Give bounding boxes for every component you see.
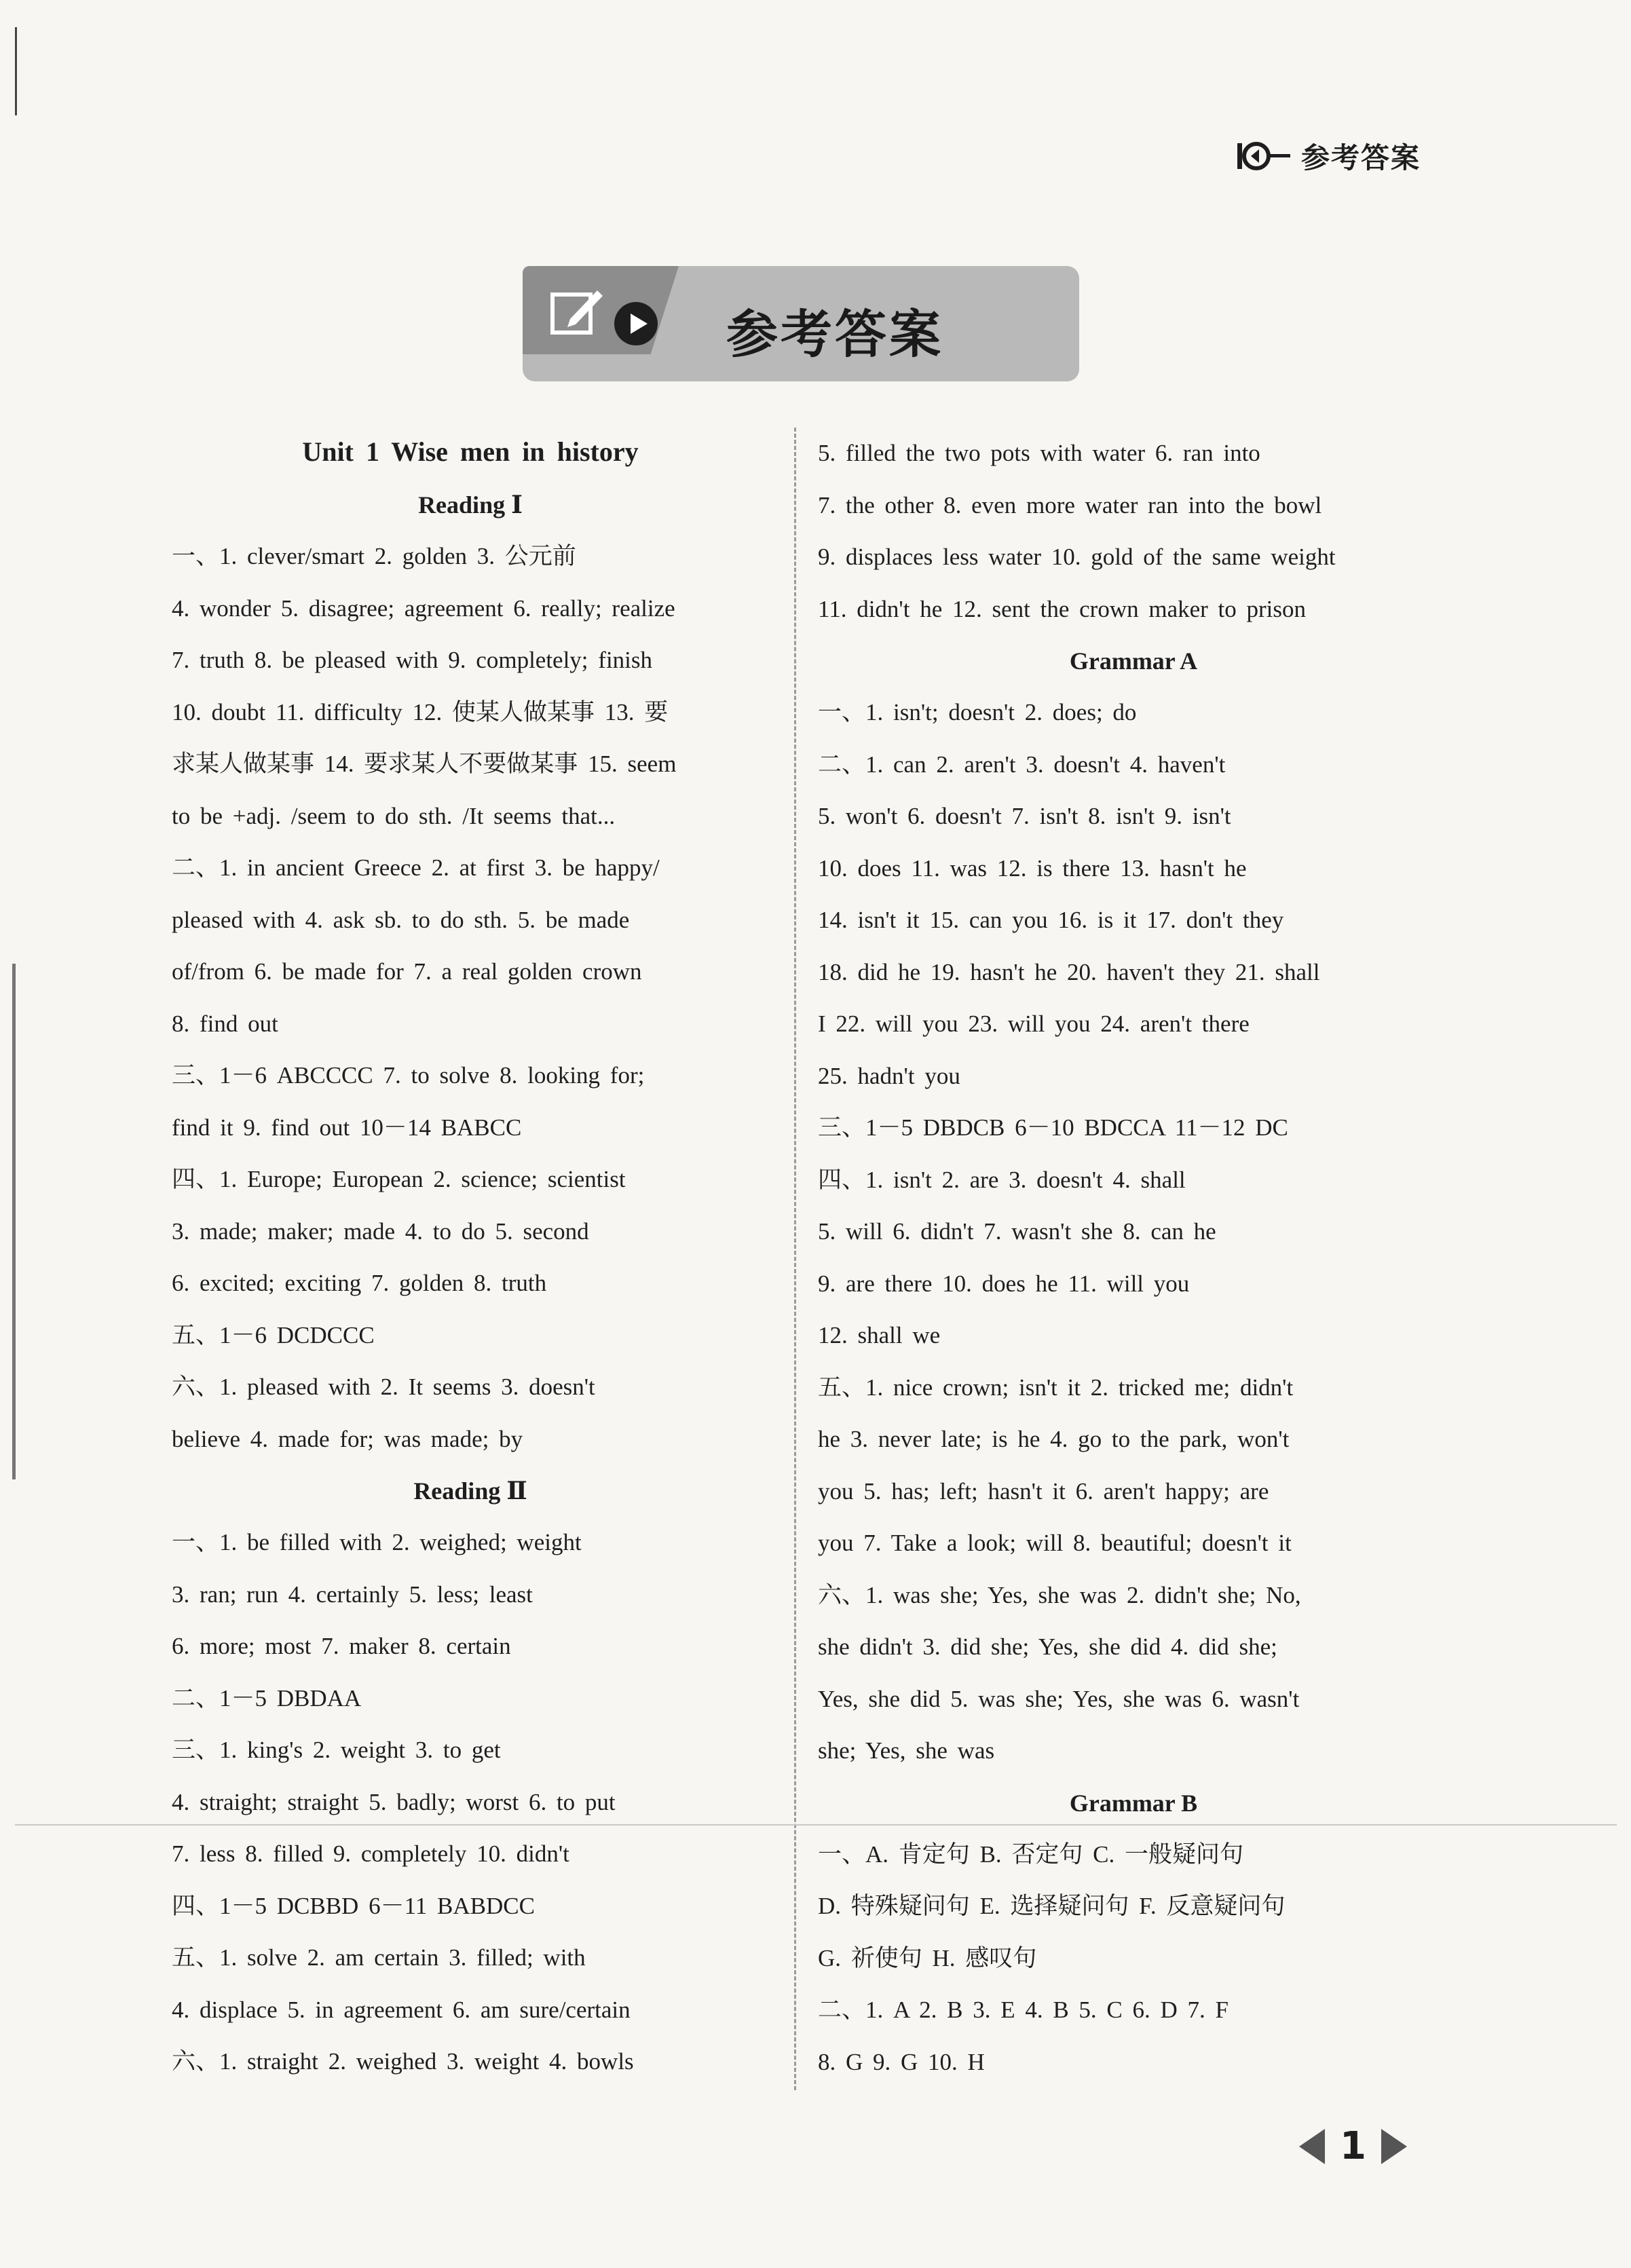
answer-line: 5. filled the two pots with water 6. ran into — [818, 440, 1260, 466]
answer-line: of/from 6. be made for 7. a real golden crown — [172, 958, 642, 985]
answer-line: she didn't 3. did she; Yes, she did 4. did she; — [818, 1633, 1277, 1660]
answer-line: 4. straight; straight 5. badly; worst 6. to put — [172, 1788, 616, 1815]
answer-line: 一、1. isn't; doesn't 2. does; do — [818, 699, 1137, 725]
answer-line: 10. does 11. was 12. is there 13. hasn't he — [818, 854, 1247, 882]
play-icon — [612, 300, 660, 347]
answer-line: she; Yes, she was — [818, 1737, 995, 1764]
page-number: 1 — [1340, 2124, 1366, 2168]
column-divider — [794, 428, 796, 2090]
horizontal-rule — [15, 1824, 1617, 1826]
left-blocks — [172, 479, 769, 2088]
answer-line: 5. will 6. didn't 7. wasn't she 8. can he — [818, 1218, 1216, 1245]
right-blocks — [818, 428, 1449, 2088]
answer-line: 四、1－5 DCBBD 6－11 BABDCC — [172, 1892, 535, 1919]
answer-line: 6. excited; exciting 7. golden 8. truth — [172, 1270, 547, 1296]
answer-line: 3. made; maker; made 4. to do 5. second — [172, 1217, 589, 1245]
answer-line: 7. less 8. filled 9. completely 10. didn't — [172, 1840, 569, 1867]
answer-line: 3. ran; run 4. certainly 5. less; least — [172, 1581, 533, 1608]
answer-line: I 22. will you 23. will you 24. aren't there — [818, 1010, 1250, 1037]
answer-line: 四、1. isn't 2. are 3. doesn't 4. shall — [818, 1166, 1186, 1193]
answer-line: 四、1. Europe; European 2. science; scientist — [172, 1166, 626, 1192]
answer-line: 8. G 9. G 10. H — [818, 2048, 985, 2075]
answer-line: 一、1. be filled with 2. weighed; weight — [172, 1529, 582, 1555]
section-heading: Grammar B — [1069, 1789, 1198, 1817]
answer-line: G. 祈使句 H. 感叹句 — [818, 1944, 1037, 1971]
answer-line: 二、1. can 2. aren't 3. doesn't 4. haven't — [818, 751, 1226, 778]
answer-line: 18. did he 19. hasn't he 20. haven't they 21. shall — [818, 958, 1320, 985]
answer-line: D. 特殊疑问句 E. 选择疑问句 F. 反意疑问句 — [818, 1893, 1286, 1919]
previous-page-arrow-icon[interactable] — [1299, 2129, 1325, 2164]
answer-line: to be +adj. /seem to do sth. /It seems that... — [172, 802, 616, 829]
left-column — [172, 428, 769, 2088]
answer-line: 12. shall we — [818, 1322, 941, 1348]
pencil-note-icon — [550, 285, 604, 337]
answer-line: 三、1－5 DBDCB 6－10 BDCCA 11－12 DC — [818, 1114, 1288, 1141]
section-heading: Reading Ⅱ — [413, 1477, 527, 1505]
answer-line: 10. doubt 11. difficulty 12. 使某人做某事 13. 要 — [172, 698, 669, 725]
answer-line: 11. didn't he 12. sent the crown maker to prison — [818, 595, 1307, 622]
scan-edge-shadow — [12, 964, 16, 1479]
answer-line: you 7. Take a look; will 8. beautiful; doesn't it — [818, 1530, 1292, 1556]
answer-line: believe 4. made for; was made; by — [172, 1425, 523, 1452]
page-navigation — [1299, 2124, 1407, 2168]
answer-line: find it 9. find out 10－14 BABCC — [172, 1114, 522, 1141]
unit-title: Unit 1 Wise men in history — [302, 436, 639, 467]
right-column — [818, 428, 1449, 2088]
header-logo-icon — [1236, 139, 1292, 173]
answer-line: 二、1. in ancient Greece 2. at first 3. be happy/ — [172, 854, 660, 881]
answer-line: 三、1－6 ABCCCC 7. to solve 8. looking for; — [172, 1062, 645, 1089]
answer-line: 6. more; most 7. maker 8. certain — [172, 1633, 511, 1659]
running-header — [1236, 136, 1421, 176]
section-heading: Grammar A — [1069, 647, 1198, 675]
scan-edge-mark — [15, 27, 17, 115]
section-heading: Reading Ⅰ — [418, 491, 523, 518]
answer-line: Yes, she did 5. was she; Yes, she was 6. wasn't — [818, 1685, 1300, 1712]
answer-line: 五、1. solve 2. am certain 3. filled; with — [172, 1944, 586, 1971]
answer-line: you 5. has; left; hasn't it 6. aren't happy; are — [818, 1477, 1269, 1505]
answer-line: 8. find out — [172, 1010, 278, 1037]
answer-line: 4. wonder 5. disagree; agreement 6. really; realize — [172, 594, 675, 622]
answer-line: 六、1. pleased with 2. It seems 3. doesn't — [172, 1374, 595, 1400]
answer-line: 9. are there 10. does he 11. will you — [818, 1270, 1190, 1297]
answer-line: he 3. never late; is he 4. go to the park, won't — [818, 1426, 1290, 1452]
answer-line: 9. displaces less water 10. gold of the same weight — [818, 544, 1336, 570]
answer-line: 六、1. was she; Yes, she was 2. didn't she; No, — [818, 1581, 1301, 1608]
answer-line: 4. displace 5. in agreement 6. am sure/certain — [172, 1996, 631, 2023]
answer-line: 7. the other 8. even more water ran into the bowl — [818, 491, 1322, 518]
answer-line: 25. hadn't you — [818, 1062, 960, 1089]
answer-line: 六、1. straight 2. weighed 3. weight 4. bowls — [172, 2048, 634, 2075]
answer-line: 二、1－5 DBDAA — [172, 1684, 362, 1712]
answer-line: 14. isn't it 15. can you 16. is it 17. don't they — [818, 907, 1284, 933]
header-title: 参考答案 — [1300, 141, 1421, 174]
answer-line: 五、1－6 DCDCCC — [172, 1321, 375, 1348]
answer-line: 7. truth 8. be pleased with 9. completely; finish — [172, 647, 653, 673]
answer-line: 二、1. A 2. B 3. E 4. B 5. C 6. D 7. F — [818, 1997, 1229, 2023]
answer-line: 三、1. king's 2. weight 3. to get — [172, 1737, 501, 1763]
answer-line: 求某人做某事 14. 要求某人不要做某事 15. seem — [172, 751, 677, 777]
answer-line: 5. won't 6. doesn't 7. isn't 8. isn't 9. isn't — [818, 803, 1231, 829]
title-banner — [523, 266, 1079, 381]
answer-line: 五、1. nice crown; isn't it 2. tricked me; didn't — [818, 1374, 1294, 1401]
answer-line: pleased with 4. ask sb. to do sth. 5. be made — [172, 906, 630, 933]
banner-title: 参考答案 — [726, 304, 943, 364]
answer-line: 一、1. clever/smart 2. golden 3. 公元前 — [172, 543, 576, 569]
answer-line: 一、A. 肯定句 B. 否定句 C. 一般疑问句 — [818, 1840, 1243, 1868]
next-page-arrow-icon[interactable] — [1381, 2129, 1407, 2164]
